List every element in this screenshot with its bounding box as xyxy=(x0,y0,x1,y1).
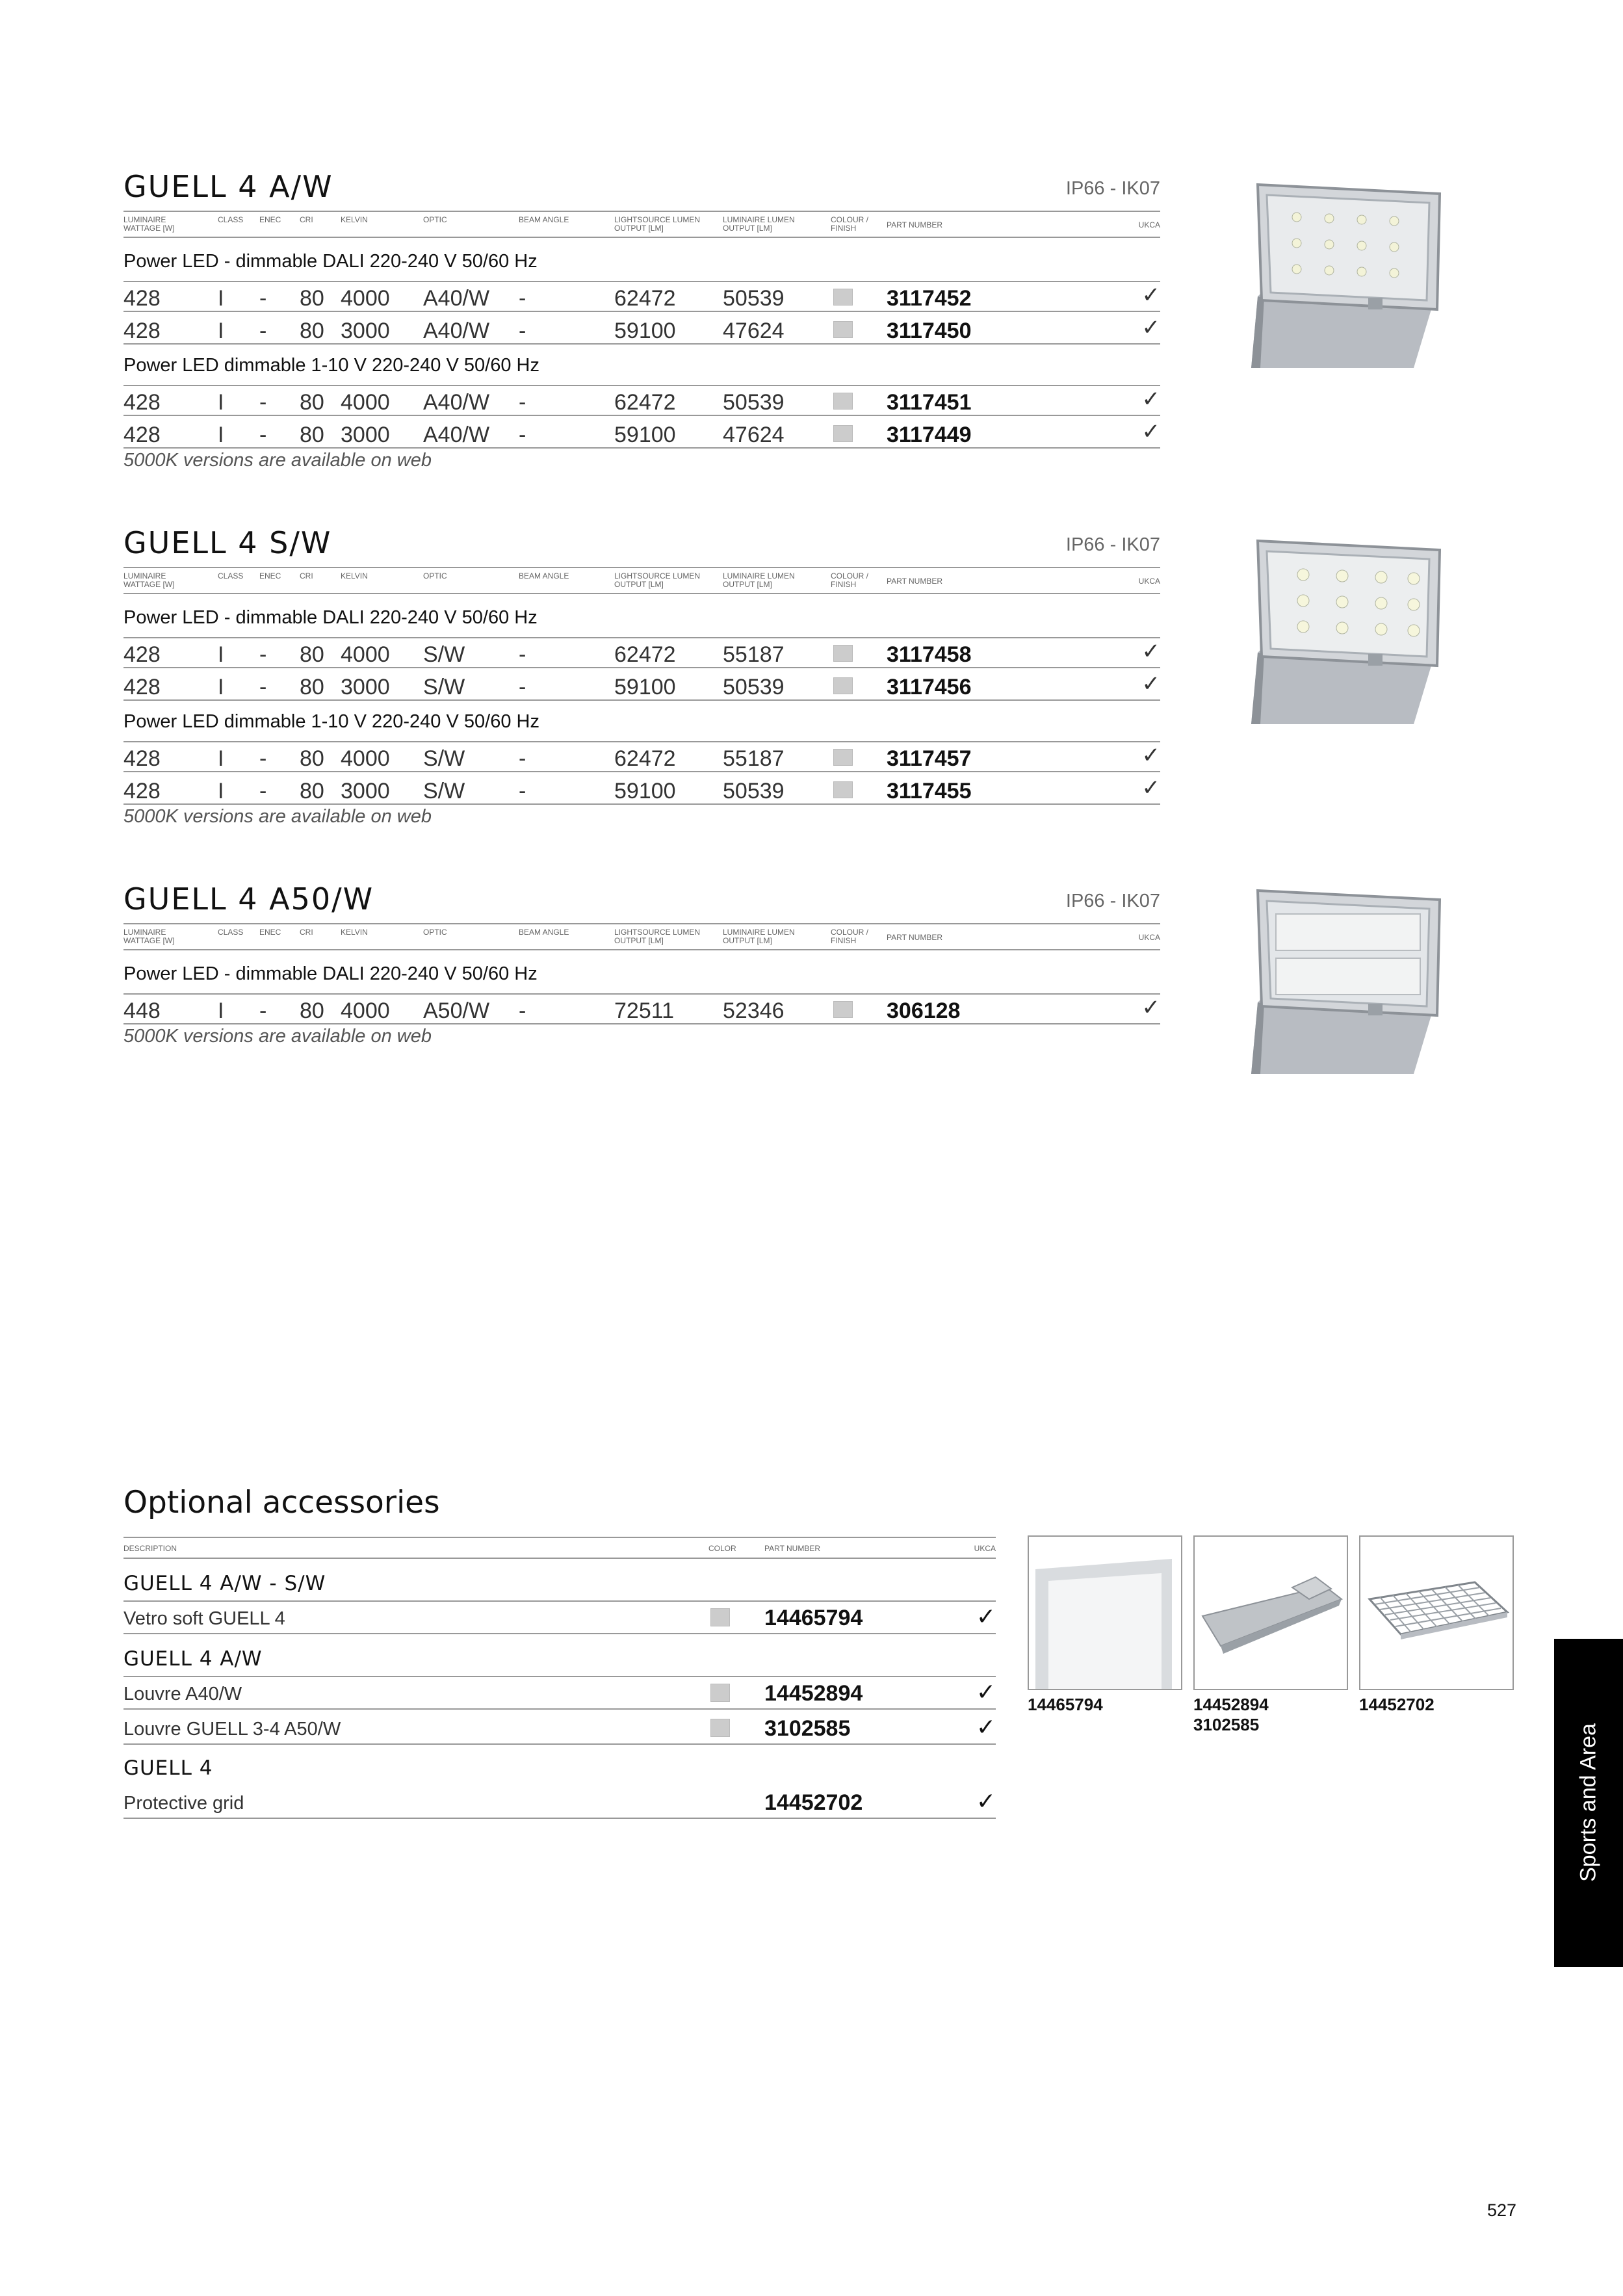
cell-optic: A40/W xyxy=(423,319,490,343)
col-lum-lumen: LUMINAIRE LUMEN OUTPUT [LM] xyxy=(723,571,795,589)
thumb-code: 14465794 xyxy=(1028,1695,1103,1714)
cell-enec: - xyxy=(259,319,267,343)
cell-enec: - xyxy=(259,746,267,771)
colour-swatch xyxy=(710,1608,730,1626)
louvre-icon xyxy=(1195,1537,1348,1690)
cell-class: I xyxy=(218,642,224,667)
cell-kelvin: 3000 xyxy=(341,423,390,447)
table-row xyxy=(123,313,1160,345)
cell-cri: 80 xyxy=(300,319,324,343)
col-kelvin: KELVIN xyxy=(341,571,368,581)
col-colour: COLOUR / FINISH xyxy=(831,215,869,233)
colour-swatch xyxy=(833,749,853,766)
cell-enec: - xyxy=(259,642,267,667)
col-colour: COLOUR / FINISH xyxy=(831,928,869,945)
cell-optic: S/W xyxy=(423,675,465,699)
cell-class: I xyxy=(218,675,224,699)
col-enec: ENEC xyxy=(259,928,281,937)
cell-enec: - xyxy=(259,675,267,699)
col-ls-lumen: LIGHTSOURCE LUMEN OUTPUT [LM] xyxy=(614,928,701,945)
ukca-check-icon: ✓ xyxy=(1141,315,1160,340)
cell-class: I xyxy=(218,779,224,803)
ip-rating: IP66 - IK07 xyxy=(1065,178,1160,199)
cell-wattage: 428 xyxy=(123,286,161,311)
table-row xyxy=(123,385,1160,416)
table-row xyxy=(123,281,1160,312)
column-header xyxy=(123,567,1160,594)
cell-optic: S/W xyxy=(423,779,465,803)
cell-lum-lumen: 47624 xyxy=(723,319,785,343)
col-description: DESCRIPTION xyxy=(123,1544,177,1553)
thumb-code: 14452702 xyxy=(1359,1695,1435,1714)
part-number: 3117450 xyxy=(887,319,972,343)
availability-note: 5000K versions are available on web xyxy=(123,806,432,827)
accessory-description: Louvre A40/W xyxy=(123,1684,242,1704)
cell-beam: - xyxy=(519,998,526,1023)
cell-beam: - xyxy=(519,286,526,311)
colour-swatch xyxy=(833,393,853,410)
cell-optic: A40/W xyxy=(423,390,490,415)
cell-cri: 80 xyxy=(300,675,324,699)
col-wattage: LUMINAIRE WATTAGE [W] xyxy=(123,571,175,589)
cell-wattage: 428 xyxy=(123,642,161,667)
cell-ls-lumen: 59100 xyxy=(614,779,676,803)
colour-swatch xyxy=(833,645,853,662)
cell-optic: S/W xyxy=(423,746,465,771)
cell-wattage: 428 xyxy=(123,390,161,415)
col-class: CLASS xyxy=(218,215,244,224)
accessories-title: Optional accessories xyxy=(123,1485,440,1520)
ukca-check-icon: ✓ xyxy=(976,1714,996,1740)
part-number: 3102585 xyxy=(764,1716,851,1741)
col-kelvin: KELVIN xyxy=(341,215,368,224)
col-colour: COLOUR / FINISH xyxy=(831,571,869,589)
accessory-group-label: GUELL 4 A/W - S/W xyxy=(123,1572,326,1595)
cell-kelvin: 4000 xyxy=(341,286,390,311)
table-row xyxy=(123,774,1160,805)
cell-wattage: 428 xyxy=(123,675,161,699)
cell-wattage: 448 xyxy=(123,998,161,1023)
part-number: 14452702 xyxy=(764,1790,863,1815)
cell-beam: - xyxy=(519,675,526,699)
cell-cri: 80 xyxy=(300,746,324,771)
colour-swatch xyxy=(833,1001,853,1018)
colour-swatch xyxy=(833,425,853,442)
col-cri: CRI xyxy=(300,571,313,581)
colour-swatch xyxy=(833,289,853,306)
accessory-group-label: GUELL 4 xyxy=(123,1756,213,1780)
colour-swatch xyxy=(710,1719,730,1737)
table-row xyxy=(123,670,1160,701)
col-lum-lumen: LUMINAIRE LUMEN OUTPUT [LM] xyxy=(723,215,795,233)
accessories-column-header xyxy=(123,1537,996,1559)
part-number: 3117449 xyxy=(887,423,972,447)
cell-beam: - xyxy=(519,779,526,803)
cell-cri: 80 xyxy=(300,423,324,447)
ip-rating: IP66 - IK07 xyxy=(1065,891,1160,911)
cell-kelvin: 4000 xyxy=(341,998,390,1023)
cell-ls-lumen: 62472 xyxy=(614,390,676,415)
accessory-description: Protective grid xyxy=(123,1793,244,1814)
cell-lum-lumen: 50539 xyxy=(723,286,785,311)
cell-optic: A40/W xyxy=(423,286,490,311)
cell-enec: - xyxy=(259,423,267,447)
part-number: 14452894 xyxy=(764,1681,863,1706)
accessory-group-label: GUELL 4 A/W xyxy=(123,1647,263,1671)
col-class: CLASS xyxy=(218,928,244,937)
col-enec: ENEC xyxy=(259,571,281,581)
cell-class: I xyxy=(218,319,224,343)
colour-swatch xyxy=(833,321,853,338)
cell-enec: - xyxy=(259,286,267,311)
ukca-check-icon: ✓ xyxy=(1141,776,1160,800)
page-number: 527 xyxy=(1487,2200,1517,2220)
protective-grid-icon xyxy=(1360,1537,1514,1690)
cell-wattage: 428 xyxy=(123,319,161,343)
cell-kelvin: 4000 xyxy=(341,642,390,667)
cell-ls-lumen: 72511 xyxy=(614,998,675,1023)
col-part: PART NUMBER xyxy=(887,933,943,942)
ip-rating: IP66 - IK07 xyxy=(1065,534,1160,555)
ukca-check-icon: ✓ xyxy=(1141,743,1160,768)
cell-class: I xyxy=(218,423,224,447)
luminaire-sw-image xyxy=(1245,536,1446,731)
ukca-check-icon: ✓ xyxy=(976,1788,996,1814)
cell-cri: 80 xyxy=(300,998,324,1023)
cell-class: I xyxy=(218,746,224,771)
cell-ls-lumen: 59100 xyxy=(614,675,676,699)
col-optic: OPTIC xyxy=(423,215,447,224)
group-label: Power LED - dimmable DALI 220-240 V 50/60 Hz xyxy=(123,251,538,272)
col-lum-lumen: LUMINAIRE LUMEN OUTPUT [LM] xyxy=(723,928,795,945)
accessory-thumb-glass xyxy=(1028,1535,1182,1690)
colour-swatch xyxy=(833,677,853,694)
ukca-check-icon: ✓ xyxy=(1141,639,1160,664)
accessory-description: Vetro soft GUELL 4 xyxy=(123,1608,285,1629)
accessory-thumb-louvre xyxy=(1193,1535,1348,1690)
col-part: PART NUMBER xyxy=(764,1544,821,1553)
luminaire-a50w-image xyxy=(1245,885,1446,1080)
availability-note: 5000K versions are available on web xyxy=(123,1026,432,1047)
col-cri: CRI xyxy=(300,928,313,937)
cell-lum-lumen: 50539 xyxy=(723,779,785,803)
col-ukca: UKCA xyxy=(974,1544,996,1553)
cell-wattage: 428 xyxy=(123,423,161,447)
ukca-check-icon: ✓ xyxy=(976,1678,996,1705)
col-ukca: UKCA xyxy=(1138,220,1160,229)
col-optic: OPTIC xyxy=(423,571,447,581)
section-side-tab xyxy=(1554,1639,1623,1967)
cell-class: I xyxy=(218,286,224,311)
part-number: 3117455 xyxy=(887,779,972,803)
ukca-check-icon: ✓ xyxy=(976,1603,996,1630)
cell-ls-lumen: 59100 xyxy=(614,423,676,447)
ukca-check-icon: ✓ xyxy=(1141,672,1160,696)
cell-beam: - xyxy=(519,390,526,415)
col-ukca: UKCA xyxy=(1138,933,1160,942)
accessory-thumb-grid xyxy=(1359,1535,1514,1690)
thumb-code: 14452894 xyxy=(1193,1695,1269,1714)
col-cri: CRI xyxy=(300,215,313,224)
cell-enec: - xyxy=(259,779,267,803)
column-header xyxy=(123,211,1160,238)
col-ls-lumen: LIGHTSOURCE LUMEN OUTPUT [LM] xyxy=(614,571,701,589)
col-kelvin: KELVIN xyxy=(341,928,368,937)
ukca-check-icon: ✓ xyxy=(1141,419,1160,444)
colour-swatch xyxy=(833,781,853,798)
cell-kelvin: 4000 xyxy=(341,390,390,415)
cell-enec: - xyxy=(259,998,267,1023)
col-beam: BEAM ANGLE xyxy=(519,928,569,937)
col-enec: ENEC xyxy=(259,215,281,224)
cell-class: I xyxy=(218,390,224,415)
luminaire-aw-image xyxy=(1245,179,1446,374)
cell-optic: A50/W xyxy=(423,998,490,1023)
glass-panel-icon xyxy=(1029,1537,1182,1690)
accessory-row xyxy=(123,1711,996,1745)
part-number: 14465794 xyxy=(764,1606,863,1630)
accessory-row xyxy=(123,1600,996,1634)
cell-cri: 80 xyxy=(300,390,324,415)
group-label: Power LED - dimmable DALI 220-240 V 50/60 Hz xyxy=(123,607,538,628)
cell-beam: - xyxy=(519,423,526,447)
col-wattage: LUMINAIRE WATTAGE [W] xyxy=(123,215,175,233)
cell-wattage: 428 xyxy=(123,746,161,771)
col-part: PART NUMBER xyxy=(887,577,943,586)
cell-lum-lumen: 52346 xyxy=(723,998,785,1023)
column-header xyxy=(123,923,1160,950)
cell-lum-lumen: 50539 xyxy=(723,675,785,699)
table-row xyxy=(123,741,1160,772)
col-beam: BEAM ANGLE xyxy=(519,571,569,581)
availability-note: 5000K versions are available on web xyxy=(123,450,432,471)
col-wattage: LUMINAIRE WATTAGE [W] xyxy=(123,928,175,945)
accessory-description: Louvre GUELL 3-4 A50/W xyxy=(123,1719,341,1740)
cell-lum-lumen: 55187 xyxy=(723,642,785,667)
cell-ls-lumen: 62472 xyxy=(614,286,676,311)
col-color: COLOR xyxy=(708,1544,736,1553)
cell-kelvin: 3000 xyxy=(341,779,390,803)
part-number: 3117456 xyxy=(887,675,972,699)
table-row xyxy=(123,993,1160,1024)
cell-cri: 80 xyxy=(300,779,324,803)
product-title: GUELL 4 A/W xyxy=(123,169,333,204)
cell-class: I xyxy=(218,998,224,1023)
cell-lum-lumen: 47624 xyxy=(723,423,785,447)
cell-kelvin: 3000 xyxy=(341,319,390,343)
table-row xyxy=(123,417,1160,449)
cell-ls-lumen: 59100 xyxy=(614,319,676,343)
col-beam: BEAM ANGLE xyxy=(519,215,569,224)
colour-swatch xyxy=(710,1684,730,1702)
cell-wattage: 428 xyxy=(123,779,161,803)
col-part: PART NUMBER xyxy=(887,220,943,229)
part-number: 3117452 xyxy=(887,286,972,311)
col-ukca: UKCA xyxy=(1138,577,1160,586)
section-side-tab-label: Sports and Area xyxy=(1576,1723,1601,1882)
part-number: 3117451 xyxy=(887,390,972,415)
cell-optic: A40/W xyxy=(423,423,490,447)
col-optic: OPTIC xyxy=(423,928,447,937)
ukca-check-icon: ✓ xyxy=(1141,387,1160,411)
ukca-check-icon: ✓ xyxy=(1141,995,1160,1020)
ukca-check-icon: ✓ xyxy=(1141,283,1160,307)
group-label: Power LED dimmable 1-10 V 220-240 V 50/60 Hz xyxy=(123,711,539,732)
cell-ls-lumen: 62472 xyxy=(614,642,676,667)
product-title: GUELL 4 A50/W xyxy=(123,881,374,917)
product-guell-4-a50w xyxy=(123,881,1160,1063)
product-title: GUELL 4 S/W xyxy=(123,525,332,560)
cell-cri: 80 xyxy=(300,642,324,667)
cell-lum-lumen: 50539 xyxy=(723,390,785,415)
cell-beam: - xyxy=(519,642,526,667)
cell-lum-lumen: 55187 xyxy=(723,746,785,771)
col-ls-lumen: LIGHTSOURCE LUMEN OUTPUT [LM] xyxy=(614,215,701,233)
accessory-row xyxy=(123,1785,996,1819)
cell-enec: - xyxy=(259,390,267,415)
part-number: 3117458 xyxy=(887,642,972,667)
thumb-code: 3102585 xyxy=(1193,1715,1260,1734)
cell-beam: - xyxy=(519,319,526,343)
cell-ls-lumen: 62472 xyxy=(614,746,676,771)
group-label: Power LED dimmable 1-10 V 220-240 V 50/60 Hz xyxy=(123,355,539,376)
part-number: 306128 xyxy=(887,998,961,1023)
cell-kelvin: 3000 xyxy=(341,675,390,699)
cell-kelvin: 4000 xyxy=(341,746,390,771)
group-label: Power LED - dimmable DALI 220-240 V 50/60 Hz xyxy=(123,963,538,984)
product-guell-4-sw xyxy=(123,525,1160,837)
product-guell-4-aw xyxy=(123,169,1160,481)
cell-beam: - xyxy=(519,746,526,771)
table-row xyxy=(123,637,1160,668)
part-number: 3117457 xyxy=(887,746,972,771)
accessory-row xyxy=(123,1676,996,1710)
col-class: CLASS xyxy=(218,571,244,581)
cell-cri: 80 xyxy=(300,286,324,311)
cell-optic: S/W xyxy=(423,642,465,667)
